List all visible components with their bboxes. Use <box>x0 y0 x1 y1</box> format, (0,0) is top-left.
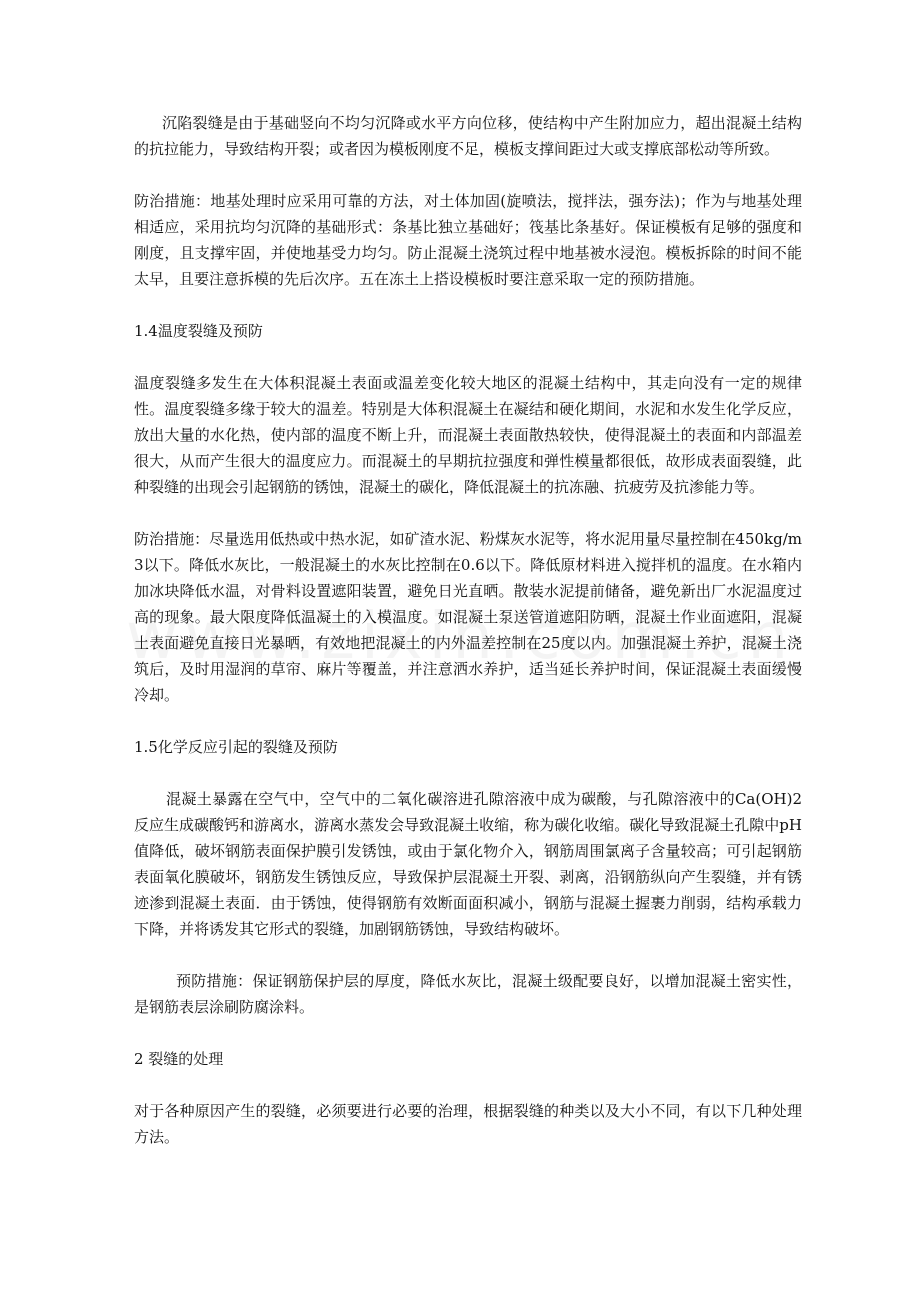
paragraph-gap <box>134 760 802 786</box>
paragraph-temperature-cracks: 温度裂缝多发生在大体积混凝土表面或温差变化较大地区的混凝土结构中，其走向没有一定的规律性。温度裂缝多缘于较大的温差。特别是大体积混凝土在凝结和硬化期间，水泥和水发生化学反应，放出大量的水化热，使内部的温度不断上升，而混凝土表面散热较快，使得混凝土的表面和内部温差很大，从而产生很大的温度应力。而混凝土的早期抗拉强度和弹性模量都很低，故形成表面裂缝，此种裂缝的出现会引起钢筋的锈蚀，混凝土的碳化，降低混凝土的抗冻融、抗疲劳及抗渗能力等。 <box>134 374 802 496</box>
paragraph-gap <box>134 1072 802 1098</box>
paragraph-chemical-prevention: 预防措施：保证钢筋保护层的厚度，降低水灰比，混凝土级配要良好，以增加混凝土密实性，是钢筋表层涂刷防腐涂料。 <box>134 972 802 1016</box>
paragraph-settlement-prevention: 防治措施：地基处理时应采用可靠的方法，对土体加固(旋喷法，搅拌法，强夯法)；作为与地基处理相适应，采用抗均匀沉降的基础形式：条基比独立基础好；筏基比条基好。保证模板有足够的强度和刚度，且支撑牢固，并使地基受力均匀。防止混凝土浇筑过程中地基被水浸泡。模板拆除的时间不能太早，且要注意拆模的先后次序。五在冻土上搭设模板时要注意采取一定的预防措施。 <box>134 192 802 288</box>
paragraph-settlement-cracks: 沉陷裂缝是由于基础竖向不均匀沉降或水平方向位移，使结构中产生附加应力，超出混凝土结构的抗拉能力，导致结构开裂；或者因为模板刚度不足，模板支撑间距过大或支撑底部松动等所致。 <box>134 114 802 158</box>
heading-temperature-cracks: 1.4温度裂缝及预防 <box>134 322 263 340</box>
paragraph-chemical-cracks: 混凝土暴露在空气中，空气中的二氧化碳溶进孔隙溶液中成为碳酸，与孔隙溶液中的Ca(OH)2反应生成碳酸钙和游离水，游离水蒸发会导致混凝土收缩，称为碳化收缩。碳化导致混凝土孔隙中pH值降低，破坏钢筋表面保护膜引发锈蚀，或由于氯化物介入，钢筋周围氯离子含量较高；可引起钢筋表面氧化膜破坏，钢筋发生锈蚀反应，导致保护层混凝土开裂、剥离，沿钢筋纵向产生裂缝，并有锈迹渗到混凝土表面．由于锈蚀，使得钢筋有效断面面积减小，钢筋与混凝土握裹力削弱，结构承载力下降，并将诱发其它形式的裂缝，加剧钢筋锈蚀，导致结构破坏。 <box>134 790 802 938</box>
paragraph-crack-treatment: 对于各种原因产生的裂缝，必须要进行必要的治理，根据裂缝的种类以及大小不同，有以下几种处理方法。 <box>134 1102 802 1146</box>
paragraph-gap <box>134 292 802 318</box>
paragraph-gap <box>134 708 802 734</box>
heading-chemical-cracks: 1.5化学反应引起的裂缝及预防 <box>134 738 338 756</box>
paragraph-gap <box>134 942 802 968</box>
paragraph-gap <box>134 500 802 526</box>
paragraph-temperature-prevention: 防治措施：尽量选用低热或中热水泥，如矿渣水泥、粉煤灰水泥等，将水泥用量尽量控制在450kg/m3以下。降低水灰比，一般混凝土的水灰比控制在0.6以下。降低原材料进入搅拌机的温度。在水箱内加冰块降低水温，对骨料设置遮阳装置，避免日光直晒。散装水泥提前储备，避免新出厂水泥温度过高的现象。最大限度降低温凝土的入模温度。如混凝土泵送管道遮阳防晒，混凝土作业面遮阳，混凝土表面避免直接日光暴晒，有效地把混凝土的内外温差控制在25度以内。加强混凝土养护，混凝土浇筑后，及时用湿润的草帘、麻片等覆盖，并注意洒水养护，适当延长养护时间，保证混凝土表面缓慢冷却。 <box>134 530 802 704</box>
paragraph-gap <box>134 1020 802 1046</box>
document-body <box>134 110 802 1150</box>
paragraph-gap <box>134 344 802 370</box>
paragraph-gap <box>134 162 802 188</box>
heading-crack-treatment: 2 裂缝的处理 <box>134 1050 224 1068</box>
